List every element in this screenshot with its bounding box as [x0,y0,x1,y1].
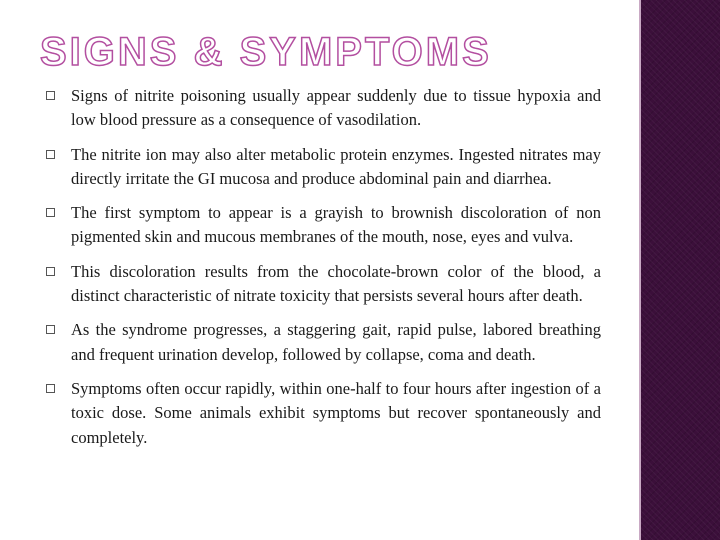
bullet-item [46,260,601,309]
bullet-item [46,377,601,450]
side-decorative-panel [641,0,720,540]
bullet-text: The first symptom to appear is a grayish to brownish discoloration of non pigmented skin and mucous membranes of the mouth, nose, eyes and vulva. [71,203,601,247]
square-bullet-icon [46,267,55,276]
bullet-item [46,318,601,367]
bullet-item [46,143,601,192]
bullet-list [46,84,601,460]
bullet-item [46,84,601,133]
bullet-text: Symptoms often occur rapidly, within one-half to four hours after ingestion of a toxic dose. Some animals exhibit symptoms but recover spontaneously and completely. [71,378,601,447]
slide-title: SIGNS & SYMPTOMS [40,30,492,74]
bullet-text: Signs of nitrite poisoning usually appear suddenly due to tissue hypoxia and low blood pressure as a consequence of vasodilation. [71,86,601,130]
square-bullet-icon [46,384,55,393]
bullet-text: This discoloration results from the chocolate-brown color of the blood, a distinct characteristic of nitrate toxicity that persists several hours after death. [71,261,601,306]
square-bullet-icon [46,208,55,217]
bullet-item [46,201,601,250]
square-bullet-icon [46,325,55,334]
square-bullet-icon [46,91,55,100]
square-bullet-icon [46,150,55,159]
bullet-text: As the syndrome progresses, a staggering gait, rapid pulse, labored breathing and frequent urination develop, followed by collapse, coma and death. [71,320,601,364]
bullet-text: The nitrite ion may also alter metabolic protein enzymes. Ingested nitrates may directly irritate the GI mucosa and produce abdominal pain and diarrhea. [71,144,601,188]
